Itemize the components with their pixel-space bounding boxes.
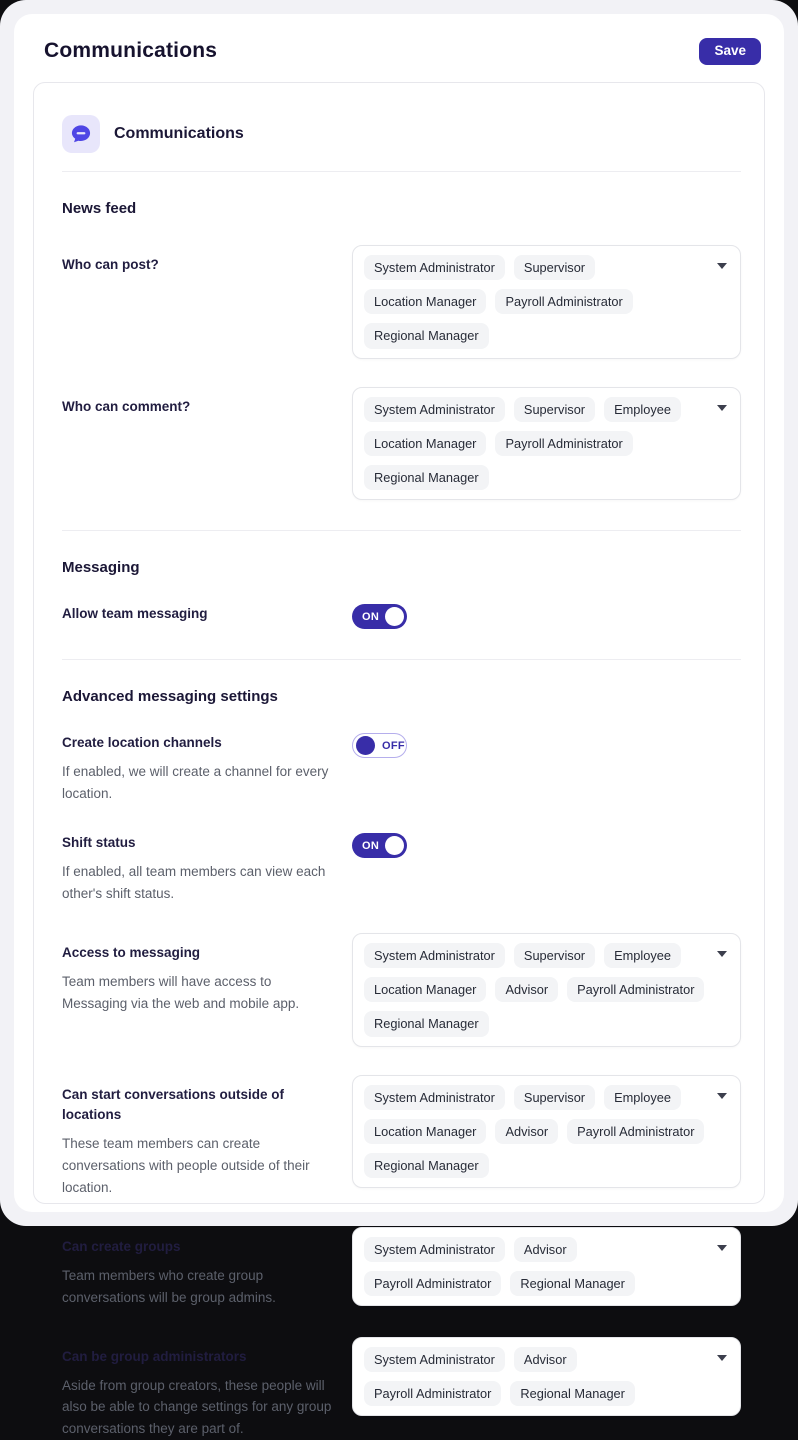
section-news-feed bbox=[62, 171, 741, 501]
row-label: Shift status bbox=[62, 833, 336, 854]
settings-row-can-create-groups bbox=[62, 1227, 741, 1309]
role-tag: System Administrator bbox=[364, 943, 505, 968]
role-tag: Regional Manager bbox=[510, 1271, 635, 1296]
row-label-group bbox=[62, 1075, 352, 1199]
toggle-knob bbox=[385, 836, 404, 855]
toggle-allow-team-messaging[interactable] bbox=[352, 604, 407, 629]
role-tag: Advisor bbox=[495, 977, 558, 1002]
section-heading: Advanced messaging settings bbox=[62, 688, 741, 705]
row-control bbox=[352, 245, 741, 359]
role-tag: System Administrator bbox=[364, 1347, 505, 1372]
settings-row-access-to-messaging bbox=[62, 933, 741, 1047]
tag-list bbox=[364, 255, 706, 349]
section-heading: News feed bbox=[62, 200, 741, 217]
role-tag: Advisor bbox=[495, 1119, 558, 1144]
row-label-group bbox=[62, 933, 352, 1015]
row-label: Can create groups bbox=[62, 1237, 336, 1258]
chevron-down-icon bbox=[717, 263, 727, 269]
multiselect-can-create-groups[interactable] bbox=[352, 1227, 741, 1307]
role-tag: Payroll Administrator bbox=[495, 431, 632, 456]
toggle-state-label: ON bbox=[362, 611, 379, 623]
row-control bbox=[352, 387, 741, 501]
chevron-down-icon bbox=[717, 1245, 727, 1251]
row-label-group bbox=[62, 1227, 352, 1309]
row-control bbox=[352, 933, 741, 1047]
tag-list bbox=[364, 1237, 706, 1297]
chat-bubble-icon bbox=[62, 115, 100, 153]
section-advanced-messaging-settings bbox=[62, 659, 741, 1440]
role-tag: Payroll Administrator bbox=[567, 977, 704, 1002]
row-label: Allow team messaging bbox=[62, 604, 336, 625]
row-control bbox=[352, 1337, 741, 1417]
settings-row-who-can-post bbox=[62, 245, 741, 359]
page-header bbox=[14, 14, 784, 65]
role-tag: System Administrator bbox=[364, 397, 505, 422]
page-title: Communications bbox=[44, 39, 217, 63]
row-control bbox=[352, 1075, 741, 1189]
row-label: Can start conversations outside of locations bbox=[62, 1085, 336, 1127]
settings-row-can-be-group-administrators bbox=[62, 1337, 741, 1440]
role-tag: Employee bbox=[604, 943, 681, 968]
role-tag: Regional Manager bbox=[364, 323, 489, 348]
role-tag: Regional Manager bbox=[364, 1153, 489, 1178]
role-tag: System Administrator bbox=[364, 1085, 505, 1110]
row-description: Team members will have access to Messaging via the web and mobile app. bbox=[62, 971, 336, 1015]
role-tag: System Administrator bbox=[364, 1237, 505, 1262]
multiselect-can-be-group-administrators[interactable] bbox=[352, 1337, 741, 1417]
toggle-shift-status[interactable] bbox=[352, 833, 407, 858]
role-tag: Payroll Administrator bbox=[495, 289, 632, 314]
tag-list bbox=[364, 1085, 706, 1179]
row-label: Who can comment? bbox=[62, 397, 336, 418]
settings-row-shift-status bbox=[62, 833, 741, 905]
row-control bbox=[352, 833, 741, 858]
toggle-knob bbox=[385, 607, 404, 626]
role-tag: Payroll Administrator bbox=[364, 1271, 501, 1296]
settings-row-allow-team-messaging bbox=[62, 604, 741, 629]
chevron-down-icon bbox=[717, 1093, 727, 1099]
role-tag: Location Manager bbox=[364, 977, 486, 1002]
role-tag: Regional Manager bbox=[364, 465, 489, 490]
role-tag: Supervisor bbox=[514, 255, 595, 280]
row-label-group bbox=[62, 245, 352, 276]
row-description: These team members can create conversations with people outside of their location. bbox=[62, 1133, 336, 1199]
row-label-group bbox=[62, 733, 352, 805]
settings-row-who-can-comment bbox=[62, 387, 741, 501]
role-tag: Location Manager bbox=[364, 289, 486, 314]
role-tag: Advisor bbox=[514, 1237, 577, 1262]
toggle-create-location-channels[interactable] bbox=[352, 733, 407, 758]
tag-list bbox=[364, 397, 706, 491]
role-tag: Advisor bbox=[514, 1347, 577, 1372]
chevron-down-icon bbox=[717, 1355, 727, 1361]
row-label: Create location channels bbox=[62, 733, 336, 754]
row-label-group bbox=[62, 387, 352, 418]
row-control bbox=[352, 1227, 741, 1307]
role-tag: Supervisor bbox=[514, 1085, 595, 1110]
row-label: Access to messaging bbox=[62, 943, 336, 964]
row-label-group bbox=[62, 833, 352, 905]
toggle-knob bbox=[356, 736, 375, 755]
toggle-state-label: ON bbox=[362, 840, 379, 852]
card-sections bbox=[62, 171, 741, 1440]
row-description: If enabled, all team members can view each other's shift status. bbox=[62, 861, 336, 905]
save-button[interactable]: Save bbox=[699, 38, 761, 65]
role-tag: Regional Manager bbox=[510, 1381, 635, 1406]
row-label-group bbox=[62, 604, 352, 625]
role-tag: Payroll Administrator bbox=[364, 1381, 501, 1406]
section-messaging bbox=[62, 530, 741, 629]
multiselect-who-can-comment[interactable] bbox=[352, 387, 741, 501]
chevron-down-icon bbox=[717, 405, 727, 411]
card-title: Communications bbox=[114, 125, 244, 143]
multiselect-who-can-post[interactable] bbox=[352, 245, 741, 359]
row-description: Team members who create group conversations will be group admins. bbox=[62, 1265, 336, 1309]
communications-card bbox=[33, 82, 765, 1204]
chevron-down-icon bbox=[717, 951, 727, 957]
tag-list bbox=[364, 1347, 706, 1407]
card-header bbox=[62, 115, 741, 153]
role-tag: Location Manager bbox=[364, 431, 486, 456]
multiselect-access-to-messaging[interactable] bbox=[352, 933, 741, 1047]
row-label-group bbox=[62, 1337, 352, 1440]
settings-page bbox=[14, 14, 784, 1212]
row-control bbox=[352, 733, 741, 760]
role-tag: Employee bbox=[604, 1085, 681, 1110]
row-control bbox=[352, 604, 741, 629]
role-tag: Supervisor bbox=[514, 397, 595, 422]
settings-row-can-start-conversations-outside-of-locations bbox=[62, 1075, 741, 1199]
multiselect-can-start-conversations-outside-of-locations[interactable] bbox=[352, 1075, 741, 1189]
toggle-state-label: OFF bbox=[382, 740, 405, 752]
role-tag: Location Manager bbox=[364, 1119, 486, 1144]
role-tag: Supervisor bbox=[514, 943, 595, 968]
row-description: If enabled, we will create a channel for every location. bbox=[62, 761, 336, 805]
section-heading: Messaging bbox=[62, 559, 741, 576]
role-tag: Payroll Administrator bbox=[567, 1119, 704, 1144]
row-label: Who can post? bbox=[62, 255, 336, 276]
tag-list bbox=[364, 943, 706, 1037]
role-tag: System Administrator bbox=[364, 255, 505, 280]
settings-row-create-location-channels bbox=[62, 733, 741, 805]
row-description: Aside from group creators, these people will also be able to change settings for any group conversations they are part of. bbox=[62, 1375, 336, 1440]
role-tag: Employee bbox=[604, 397, 681, 422]
role-tag: Regional Manager bbox=[364, 1011, 489, 1036]
row-label: Can be group administrators bbox=[62, 1347, 336, 1368]
